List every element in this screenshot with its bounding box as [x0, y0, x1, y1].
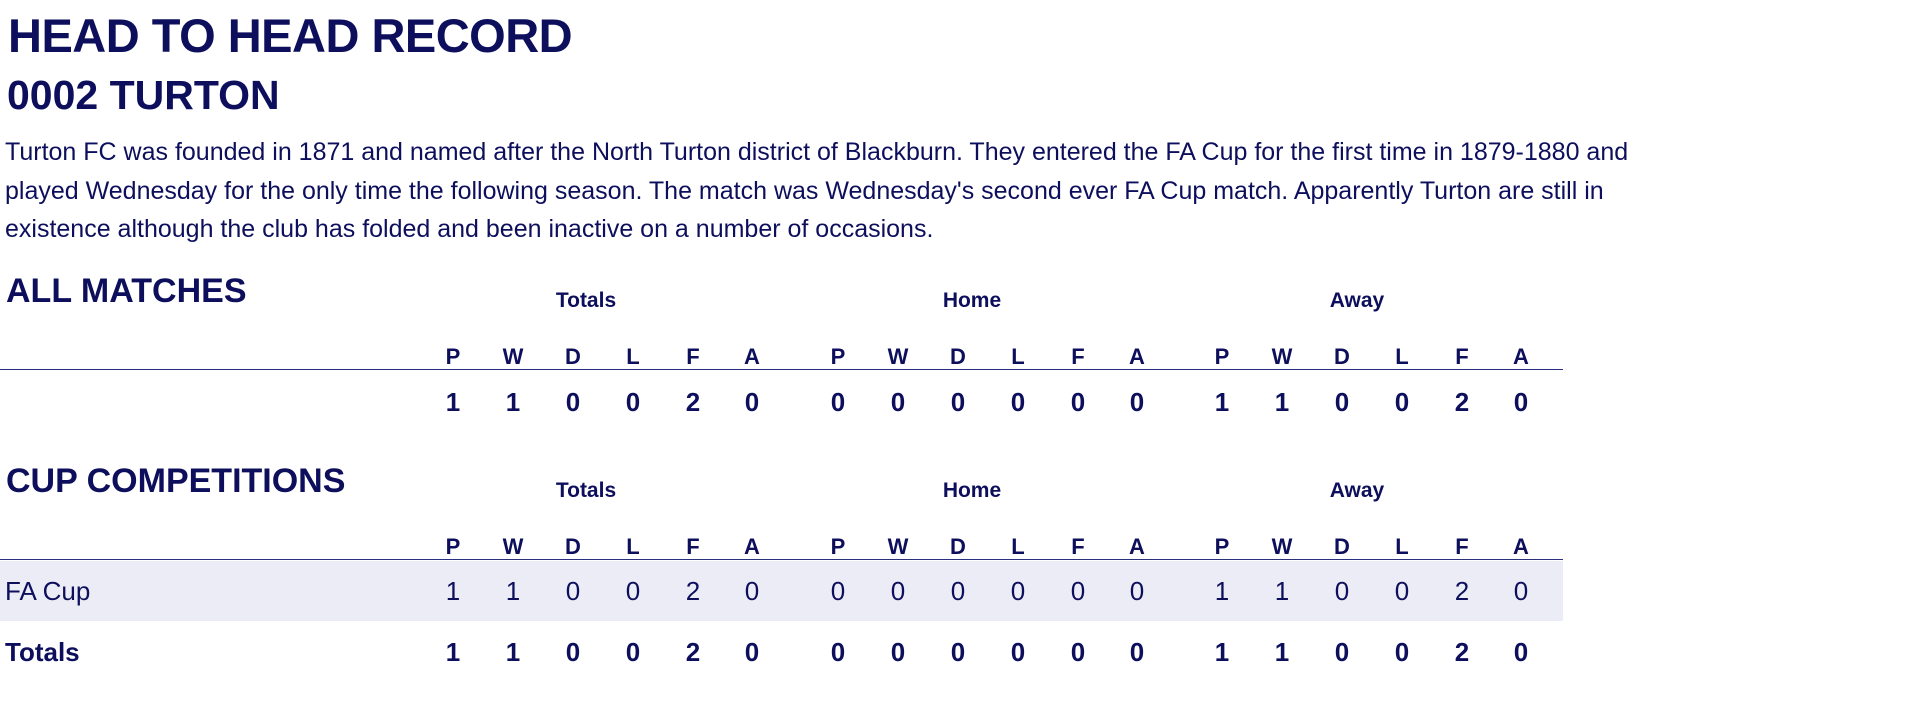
stat-home-d: 0: [950, 637, 966, 667]
stat-home-l: 0: [1010, 387, 1026, 417]
column-header-totals-w: W: [502, 344, 524, 369]
stat-totals-p: 1: [445, 387, 461, 417]
stat-totals-f: 2: [685, 637, 701, 667]
column-header-totals-f: F: [686, 534, 700, 559]
row-label: Totals: [5, 637, 80, 667]
column-header-home-w: W: [887, 534, 909, 559]
stat-away-a: 0: [1513, 387, 1529, 417]
column-header-away-d: D: [1334, 344, 1350, 369]
column-header-away-w: W: [1271, 344, 1293, 369]
column-header-away-p: P: [1214, 344, 1230, 369]
stat-home-a: 0: [1129, 637, 1145, 667]
group-label-home: Home: [942, 479, 1002, 502]
stat-totals-d: 0: [565, 637, 581, 667]
column-header-home-d: D: [950, 534, 966, 559]
column-header-totals-a: A: [744, 534, 760, 559]
stat-totals-f: 2: [685, 387, 701, 417]
stat-away-l: 0: [1394, 576, 1410, 606]
column-header-home-p: P: [830, 344, 846, 369]
stat-totals-l: 0: [625, 387, 641, 417]
header-divider: [0, 369, 1563, 370]
stat-totals-w: 1: [505, 637, 521, 667]
stat-away-w: 1: [1274, 387, 1290, 417]
column-header-row: [0, 532, 1563, 562]
stat-home-a: 0: [1129, 387, 1145, 417]
column-header-totals-w: W: [502, 534, 524, 559]
column-header-totals-d: D: [565, 534, 581, 559]
opponent-title: 0002 TURTON: [7, 72, 280, 118]
stat-home-w: 0: [890, 637, 906, 667]
stat-totals-w: 1: [505, 576, 521, 606]
stat-away-f: 2: [1454, 387, 1470, 417]
group-label-totals: Totals: [555, 479, 617, 502]
column-header-home-w: W: [887, 344, 909, 369]
column-header-away-d: D: [1334, 534, 1350, 559]
stat-home-p: 0: [830, 637, 846, 667]
stat-home-f: 0: [1070, 576, 1086, 606]
stat-totals-a: 0: [744, 637, 760, 667]
stat-totals-f: 2: [685, 576, 701, 606]
group-label-home: Home: [942, 289, 1002, 312]
stat-home-l: 0: [1010, 576, 1026, 606]
stat-totals-w: 1: [505, 387, 521, 417]
column-header-away-l: L: [1395, 534, 1409, 559]
group-label-totals: Totals: [555, 289, 617, 312]
stat-home-d: 0: [950, 387, 966, 417]
stat-home-f: 0: [1070, 637, 1086, 667]
stat-away-d: 0: [1334, 576, 1350, 606]
stat-away-l: 0: [1394, 637, 1410, 667]
column-header-totals-p: P: [445, 344, 461, 369]
column-header-totals-l: L: [626, 344, 640, 369]
stat-away-w: 1: [1274, 576, 1290, 606]
column-header-home-p: P: [830, 534, 846, 559]
row-label: FA Cup: [5, 576, 91, 606]
page-title: HEAD TO HEAD RECORD: [8, 9, 573, 62]
column-header-row: [0, 342, 1563, 372]
cup-competitions-heading: CUP COMPETITIONS: [6, 462, 346, 500]
stat-home-d: 0: [950, 576, 966, 606]
stat-home-w: 0: [890, 576, 906, 606]
column-header-away-a: A: [1513, 344, 1529, 369]
club-description: Turton FC was founded in 1871 and named after the North Turton district of Blackburn. They entered the FA Cup for the first time in 1879-1880 and played Wednesday for the only time the following season. The match was Wednesday's second ever FA Cup match. Apparently Turton are still in existence although the club has folded and been inactive on a number of occasions.: [5, 138, 1629, 243]
column-header-home-f: F: [1071, 534, 1085, 559]
column-header-home-f: F: [1071, 344, 1085, 369]
all-matches-totals-row: [0, 372, 1563, 432]
column-header-home-l: L: [1011, 534, 1025, 559]
column-header-totals-p: P: [445, 534, 461, 559]
stat-away-d: 0: [1334, 387, 1350, 417]
stat-totals-p: 1: [445, 637, 461, 667]
stat-home-l: 0: [1010, 637, 1026, 667]
stat-away-w: 1: [1274, 637, 1290, 667]
column-header-away-f: F: [1455, 534, 1469, 559]
stat-home-p: 0: [830, 576, 846, 606]
column-header-totals-a: A: [744, 344, 760, 369]
column-header-away-a: A: [1513, 534, 1529, 559]
stat-away-d: 0: [1334, 637, 1350, 667]
stat-totals-d: 0: [565, 576, 581, 606]
column-header-home-d: D: [950, 344, 966, 369]
stat-totals-d: 0: [565, 387, 581, 417]
column-header-away-p: P: [1214, 534, 1230, 559]
stat-home-p: 0: [830, 387, 846, 417]
cup-competitions-totals-row: [0, 622, 1563, 682]
stat-away-f: 2: [1454, 576, 1470, 606]
column-header-away-w: W: [1271, 534, 1293, 559]
stat-totals-a: 0: [744, 576, 760, 606]
competition-row-fa-cup: [0, 561, 1563, 621]
column-header-totals-l: L: [626, 534, 640, 559]
column-header-home-a: A: [1129, 344, 1145, 369]
stat-away-f: 2: [1454, 637, 1470, 667]
stat-away-p: 1: [1214, 637, 1230, 667]
column-header-away-f: F: [1455, 344, 1469, 369]
column-header-totals-f: F: [686, 344, 700, 369]
all-matches-heading: ALL MATCHES: [6, 272, 247, 310]
column-header-away-l: L: [1395, 344, 1409, 369]
stat-totals-a: 0: [744, 387, 760, 417]
group-label-away: Away: [1329, 479, 1385, 502]
group-label-away: Away: [1329, 289, 1385, 312]
stat-home-f: 0: [1070, 387, 1086, 417]
stat-home-w: 0: [890, 387, 906, 417]
header-divider: [0, 559, 1563, 560]
stat-away-a: 0: [1513, 637, 1529, 667]
stat-away-p: 1: [1214, 576, 1230, 606]
column-header-home-l: L: [1011, 344, 1025, 369]
stat-away-a: 0: [1513, 576, 1529, 606]
stat-totals-l: 0: [625, 576, 641, 606]
column-header-home-a: A: [1129, 534, 1145, 559]
stat-away-l: 0: [1394, 387, 1410, 417]
column-header-totals-d: D: [565, 344, 581, 369]
stat-away-p: 1: [1214, 387, 1230, 417]
stat-totals-l: 0: [625, 637, 641, 667]
stat-totals-p: 1: [445, 576, 461, 606]
stat-home-a: 0: [1129, 576, 1145, 606]
